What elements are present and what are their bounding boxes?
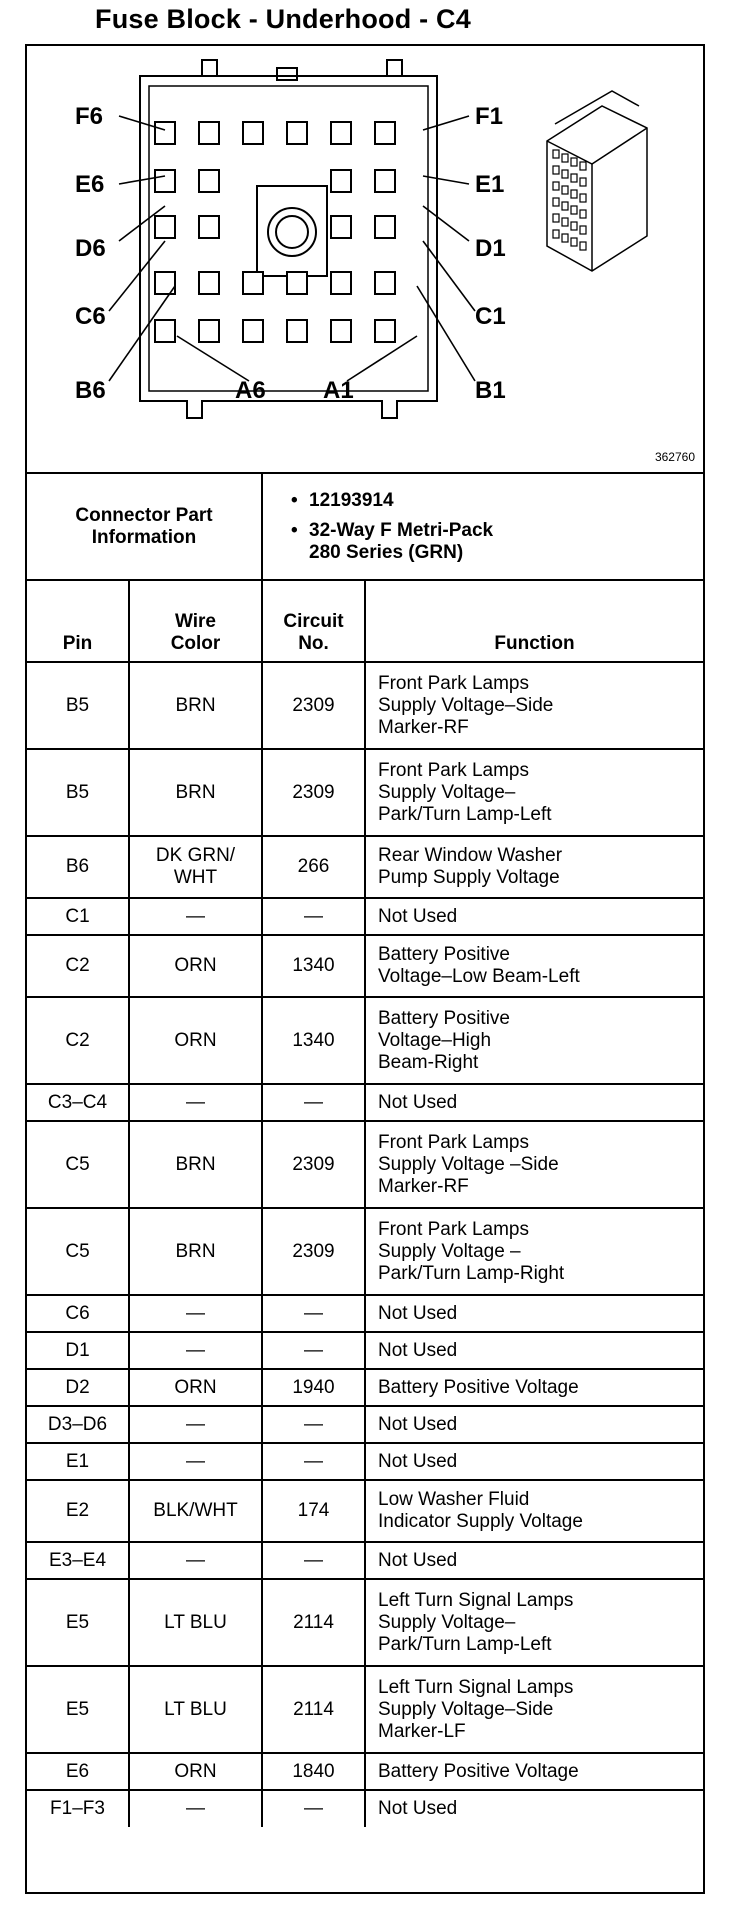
pin-label-f1: F1 [475,103,504,130]
wire-color-cell: — [129,1542,262,1579]
pin-cell: E5 [27,1579,129,1666]
pin-cell: C6 [27,1295,129,1332]
iso-pin [553,150,559,158]
pin-cavity [155,216,175,238]
wire-color-cell: — [129,1443,262,1480]
circuit-cell: — [262,1542,365,1579]
pin-cavity [375,272,395,294]
pin-cavity [199,216,219,238]
pin-cell: E5 [27,1666,129,1753]
header-function: Function [365,580,703,662]
circuit-cell: 2114 [262,1666,365,1753]
table-row [27,1369,703,1406]
pin-cavity [155,170,175,192]
function-cell: Left Turn Signal Lamps Supply Voltage– Park/Turn Lamp-Left [365,1579,703,1666]
function-cell: Not Used [365,1542,703,1579]
function-cell: Not Used [365,1790,703,1827]
circuit-cell: 174 [262,1480,365,1542]
table-row [27,1406,703,1443]
circuit-cell: 1840 [262,1753,365,1790]
connector-pinout-table [27,474,703,1827]
wire-color-cell: ORN [129,1369,262,1406]
table-row [27,1480,703,1542]
function-cell: Not Used [365,1084,703,1121]
table-row [27,749,703,836]
wire-color-cell: BRN [129,662,262,749]
pin-label-e1: E1 [475,171,505,198]
pin-cavity [287,122,307,144]
pin-cell: B5 [27,662,129,749]
table-row [27,662,703,749]
circuit-cell: — [262,1406,365,1443]
pin-cavity [331,216,351,238]
pin-cell: E3–E4 [27,1542,129,1579]
pin-cell: B5 [27,749,129,836]
pin-label-c6: C6 [75,303,106,330]
function-cell: Front Park Lamps Supply Voltage – Park/Turn Lamp-Right [365,1208,703,1295]
circuit-cell: 1940 [262,1369,365,1406]
pin-cavity [375,216,395,238]
circuit-cell: 2309 [262,662,365,749]
table-row [27,1121,703,1208]
function-cell: Not Used [365,1332,703,1369]
pin-cavity [243,320,263,342]
iso-pin [571,190,577,198]
page-title: Fuse Block - Underhood - C4 [95,4,471,34]
table-row [27,1443,703,1480]
table-row [27,935,703,997]
circuit-cell: — [262,1332,365,1369]
wire-color-cell: DK GRN/ WHT [129,836,262,898]
pin-label-a1: A1 [323,377,354,404]
iso-pin [571,222,577,230]
connector-description: • 32-Way F Metri-Pack 280 Series (GRN) [291,520,703,564]
iso-pin [571,238,577,246]
iso-pin [562,234,568,242]
iso-pin [562,154,568,162]
wire-color-cell: — [129,1295,262,1332]
function-cell: Front Park Lamps Supply Voltage–Side Marker-RF [365,662,703,749]
circuit-cell: — [262,1443,365,1480]
circuit-cell: 266 [262,836,365,898]
pin-label-b1: B1 [475,377,506,404]
pin-cell: C2 [27,935,129,997]
circuit-cell: — [262,898,365,935]
pin-cavity [155,122,175,144]
pin-cell: E6 [27,1753,129,1790]
wire-color-cell: — [129,898,262,935]
iso-pin [562,218,568,226]
function-cell: Battery Positive Voltage [365,1753,703,1790]
pin-cell: D2 [27,1369,129,1406]
iso-pin [580,194,586,202]
header-row [27,580,703,662]
connector-info-row [27,474,703,580]
circuit-cell: 2309 [262,1208,365,1295]
pin-cavity [375,170,395,192]
pin-label-b6: B6 [75,377,106,404]
figure-id: 362760 [654,450,695,464]
pin-cavity [375,320,395,342]
pin-label-f6: F6 [75,103,104,130]
table-row [27,1579,703,1666]
circuit-cell: 1340 [262,997,365,1084]
connector-face-drawing [27,46,703,474]
wire-color-cell: BLK/WHT [129,1480,262,1542]
function-cell: Battery Positive Voltage [365,1369,703,1406]
wire-color-cell: ORN [129,997,262,1084]
iso-pin [553,182,559,190]
connector-info-label: Connector Part Information [27,474,262,580]
iso-pin [580,162,586,170]
iso-pin [553,214,559,222]
pin-cavity [331,320,351,342]
circuit-cell: 2114 [262,1579,365,1666]
header-wire-color: Wire Color [129,580,262,662]
table-row [27,1084,703,1121]
pin-cell: C5 [27,1121,129,1208]
table-row [27,1332,703,1369]
function-cell: Not Used [365,898,703,935]
table-row [27,1790,703,1827]
pin-cavity [287,320,307,342]
iso-pin [580,226,586,234]
table-row [27,1753,703,1790]
pin-cavity [331,272,351,294]
wire-color-cell: ORN [129,935,262,997]
pin-cell: C3–C4 [27,1084,129,1121]
circuit-cell: — [262,1295,365,1332]
wire-color-cell: — [129,1084,262,1121]
pin-cell: C1 [27,898,129,935]
connector-3d-view-icon [547,91,647,271]
function-cell: Battery Positive Voltage–High Beam-Right [365,997,703,1084]
pin-cavity [287,272,307,294]
table-row [27,1666,703,1753]
iso-pin [580,210,586,218]
pin-cell: C5 [27,1208,129,1295]
pin-label-e6: E6 [75,171,105,198]
wire-color-cell: BRN [129,1121,262,1208]
pin-label-a6: A6 [235,377,266,404]
pin-cell: F1–F3 [27,1790,129,1827]
function-cell: Not Used [365,1295,703,1332]
function-cell: Left Turn Signal Lamps Supply Voltage–Side Marker-LF [365,1666,703,1753]
pin-cell: D3–D6 [27,1406,129,1443]
table-row [27,997,703,1084]
iso-pin [571,206,577,214]
part-number: • 12193914 [291,490,703,512]
wire-color-cell: BRN [129,1208,262,1295]
pin-cavity [243,272,263,294]
circuit-cell: — [262,1084,365,1121]
pin-cavity [243,122,263,144]
wire-color-cell: — [129,1332,262,1369]
pin-cell: B6 [27,836,129,898]
iso-pin [553,230,559,238]
iso-pin [553,166,559,174]
circuit-cell: — [262,1790,365,1827]
wire-color-cell: LT BLU [129,1579,262,1666]
iso-pin [562,170,568,178]
iso-pin [562,202,568,210]
circuit-cell: 2309 [262,1121,365,1208]
circuit-cell: 2309 [262,749,365,836]
pin-cell: E2 [27,1480,129,1542]
connector-diagram [27,46,703,474]
table-row [27,898,703,935]
function-cell: Rear Window Washer Pump Supply Voltage [365,836,703,898]
iso-pin [571,174,577,182]
wire-color-cell: — [129,1790,262,1827]
pin-cavity [375,122,395,144]
function-cell: Not Used [365,1406,703,1443]
iso-pin [553,198,559,206]
pin-cell: D1 [27,1332,129,1369]
wire-color-cell: ORN [129,1753,262,1790]
table-row [27,1542,703,1579]
table-row [27,836,703,898]
pin-cavity [199,170,219,192]
wire-color-cell: BRN [129,749,262,836]
iso-pin [580,242,586,250]
wire-color-cell: LT BLU [129,1666,262,1753]
table-row [27,1208,703,1295]
header-pin: Pin [27,580,129,662]
function-cell: Not Used [365,1443,703,1480]
connector-info-value [262,474,703,580]
pin-cavity [331,122,351,144]
pin-cavity [199,320,219,342]
pin-cavity [199,272,219,294]
header-circuit: Circuit No. [262,580,365,662]
iso-pin [580,178,586,186]
pin-cavity [155,320,175,342]
iso-pin [562,186,568,194]
wire-color-cell: — [129,1406,262,1443]
table-row [27,1295,703,1332]
pin-label-d6: D6 [75,235,106,262]
pin-cavity [331,170,351,192]
pin-cell: C2 [27,997,129,1084]
pin-label-c1: C1 [475,303,506,330]
circuit-cell: 1340 [262,935,365,997]
iso-pin [571,158,577,166]
function-cell: Front Park Lamps Supply Voltage –Side Marker-RF [365,1121,703,1208]
function-cell: Low Washer Fluid Indicator Supply Voltage [365,1480,703,1542]
function-cell: Front Park Lamps Supply Voltage– Park/Turn Lamp-Left [365,749,703,836]
pin-cell: E1 [27,1443,129,1480]
pin-label-d1: D1 [475,235,506,262]
pin-cavity [199,122,219,144]
function-cell: Battery Positive Voltage–Low Beam-Left [365,935,703,997]
